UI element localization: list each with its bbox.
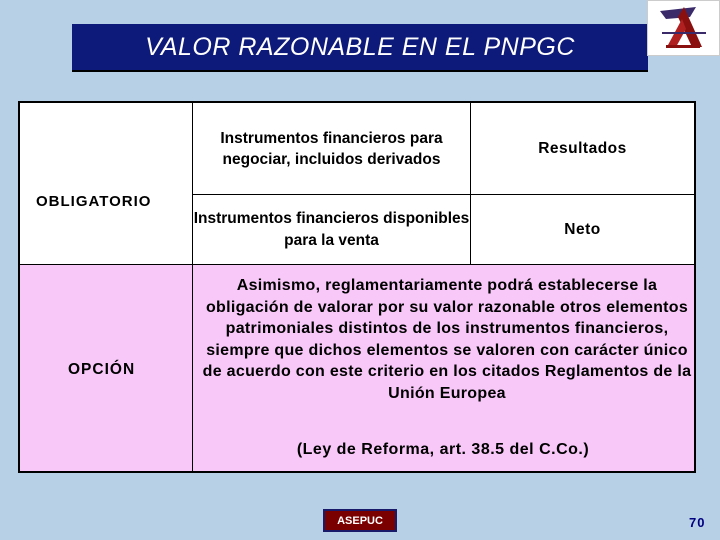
- trading-instruments-cell: Instrumentos financieros para negociar, incluidos derivados: [193, 103, 471, 195]
- equity-cell: Neto: [564, 220, 601, 238]
- asepuc-badge: ASEPUC: [323, 509, 397, 532]
- option-row: [20, 264, 694, 471]
- available-for-sale-cell: Instrumentos financieros disponibles para la venta: [193, 195, 471, 264]
- mandatory-cell: [20, 103, 193, 264]
- page-title: VALOR RAZONABLE EN EL PNPGC: [72, 24, 648, 72]
- option-text: Asimismo, reglamentariamente podrá establecerse la obligación de valorar por su valor razonable otros elementos patrimoniales distintos de los instrumentos financieros, siempre que dichos elementos se valoren con carácter único de acuerdo con este criterio en los citados Reglamentos de la Unión Europea: [202, 277, 692, 402]
- valuation-table: [18, 101, 696, 473]
- option-cell: [20, 265, 193, 472]
- legal-reference: (Ley de Reforma, art. 38.5 del C.Co.): [296, 441, 590, 458]
- mandatory-label: OBLIGATORIO: [36, 193, 152, 210]
- page-number: 70: [689, 515, 706, 530]
- asepuc-logo-icon: [647, 0, 720, 56]
- option-label: OPCIÓN: [68, 361, 136, 378]
- results-cell: Resultados: [471, 103, 694, 195]
